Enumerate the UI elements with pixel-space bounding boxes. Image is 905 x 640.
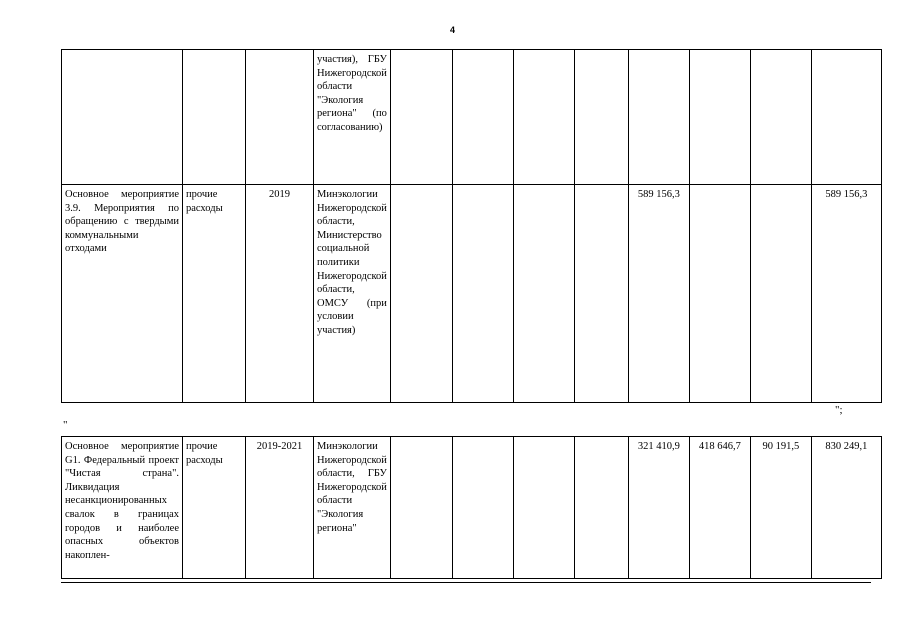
cell-executor: Минэкологии Нижегородской области, ГБУ Нижегородской области "Экология региона": [314, 437, 391, 579]
cell-value: [452, 50, 513, 185]
cell-value: [750, 50, 811, 185]
cell-value: 418 646,7: [689, 437, 750, 579]
cell-value: [574, 185, 628, 403]
cell-expense-type: прочие расходы: [183, 437, 246, 579]
opening-quote-mark: ": [63, 419, 68, 431]
cell-value: [513, 50, 574, 185]
cell-value: [390, 437, 452, 579]
cell-value: 589 156,3: [628, 185, 689, 403]
cell-value: [452, 185, 513, 403]
table-row: [62, 50, 882, 185]
cell-value: 90 191,5: [750, 437, 811, 579]
cell-activity-name: Основное мероприятие G1. Федеральный проект "Чистая страна". Ликвидация несанкционированных свалок в границах городов и наиболее опасных объектов накоплен-: [62, 437, 183, 579]
cell-period: [246, 50, 314, 185]
closing-quote-mark: ";: [835, 404, 843, 416]
cell-value: [513, 437, 574, 579]
cell-period: 2019-2021: [246, 437, 314, 579]
program-table-top: [61, 49, 882, 403]
cell-value: [811, 50, 881, 185]
cell-value: [452, 437, 513, 579]
cell-expense-type: прочие расходы: [183, 185, 246, 403]
cell-value: [628, 50, 689, 185]
cell-executor: Минэкологии Нижегородской области, Министерство социальной политики Нижегородской области, ОМСУ (при условии участия): [314, 185, 391, 403]
table-bottom-rule: [61, 582, 871, 583]
table-row: [62, 437, 882, 579]
cell-activity-name: [62, 50, 183, 185]
cell-value: 830 249,1: [811, 437, 881, 579]
cell-value: [513, 185, 574, 403]
table-row: [62, 185, 882, 403]
cell-value: [689, 185, 750, 403]
cell-value: [390, 50, 452, 185]
cell-value: [574, 437, 628, 579]
cell-value: 321 410,9: [628, 437, 689, 579]
cell-period: 2019: [246, 185, 314, 403]
program-table-bottom: [61, 436, 882, 579]
cell-value: [689, 50, 750, 185]
cell-value: [390, 185, 452, 403]
cell-executor: участия), ГБУ Нижегородской области "Экология региона" (по согласованию): [314, 50, 391, 185]
cell-value: [574, 50, 628, 185]
page-number: 4: [449, 25, 455, 35]
cell-value: 589 156,3: [811, 185, 881, 403]
cell-expense-type: [183, 50, 246, 185]
cell-activity-name: Основное мероприятие 3.9. Мероприятия по обращению с твердыми коммунальными отходами: [62, 185, 183, 403]
cell-value: [750, 185, 811, 403]
